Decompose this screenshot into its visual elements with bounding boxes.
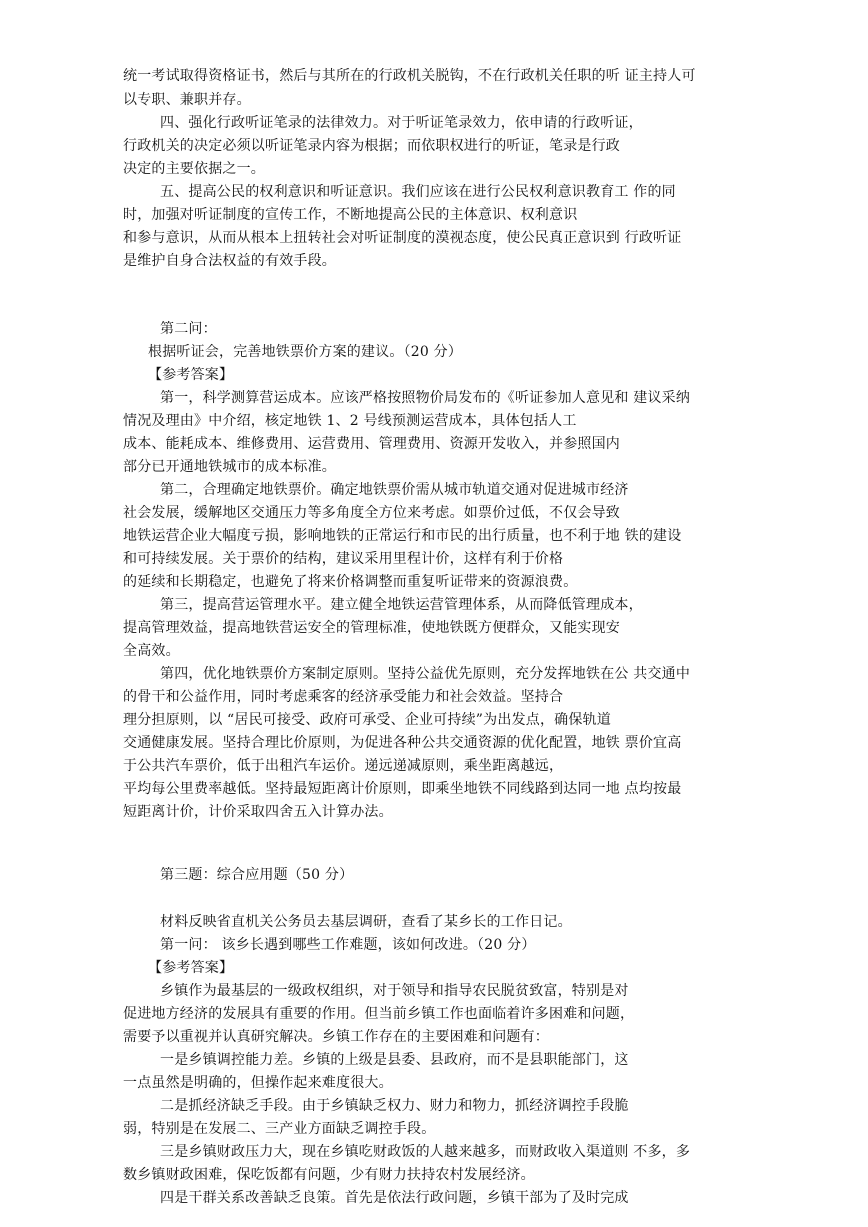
text-line: 地铁运营企业大幅度亏损，影响地铁的正常运行和市民的出行质量，也不利于地 铁的建设 — [123, 528, 682, 544]
text-line: 的延续和长期稳定，也避免了将来价格调整而重复听证带来的资源浪费。 — [123, 574, 578, 590]
text-line: 提高管理效益，提高地铁营运安全的管理标准，使地铁既方便群众，又能实现安 — [123, 620, 620, 636]
text-line: 交通健康发展。坚持合理比价原则，为促进各种公共交通资源的优化配置，地铁 票价宜高 — [123, 735, 682, 751]
text-line: 根据听证会，完善地铁票价方案的建议。（20 分） — [148, 344, 463, 360]
text-line: 情况及理由》中介绍，核定地铁 1、2 号线预测运营成本，具体包括人工 — [123, 413, 577, 429]
text-line: 第一，科学测算营运成本。应该严格按照物价局发布的《听证参加人意见和 建议采纳 — [160, 390, 691, 406]
text-line: 和参与意识，从而从根本上扭转社会对听证制度的漠视态度，使公民真正意识到 行政听证 — [123, 230, 682, 246]
text-line: 是维护自身合法权益的有效手段。 — [123, 253, 336, 269]
text-line: 以专职、兼职并存。 — [123, 92, 251, 108]
text-line: 【参考答案】 — [148, 960, 234, 976]
text-line: 数乡镇财政困难，保吃饭都有问题，少有财力扶持农村发展经济。 — [123, 1167, 535, 1183]
text-line: 四、强化行政听证笔录的法律效力。对于听证笔录效力，依申请的行政听证， — [160, 115, 643, 131]
text-line: 部分已开通地铁城市的成本标准。 — [123, 459, 336, 475]
text-line: 【参考答案】 — [148, 367, 234, 383]
text-line: 二是抓经济缺乏手段。由于乡镇缺乏权力、财力和物力，抓经济调控手段脆 — [160, 1098, 629, 1114]
text-line: 第三，提高营运管理水平。建立健全地铁运营管理体系，从而降低管理成本， — [160, 597, 643, 613]
text-line: 统一考试取得资格证书，然后与其所在的行政机关脱钩，不在行政机关任职的听 证主持人可 — [123, 68, 696, 84]
text-line: 第二，合理确定地铁票价。确定地铁票价需从城市轨道交通对促进城市经济 — [160, 482, 629, 498]
text-line: 于公共汽车票价，低于出租汽车运价。递远递减原则，乘坐距离越远， — [123, 758, 564, 774]
text-line: 第二问： — [160, 321, 217, 337]
text-line: 第一问： 该乡长遇到哪些工作难题，该如何改进。（20 分） — [160, 937, 536, 953]
text-line: 一点虽然是明确的，但操作起来难度很大。 — [123, 1075, 393, 1091]
text-line: 短距离计价，计价采取四舍五入计算办法。 — [123, 804, 393, 820]
text-line: 决定的主要依据之一。 — [123, 161, 265, 177]
text-line: 促进地方经济的发展具有重要的作用。但当前乡镇工作也面临着许多困难和问题， — [123, 1006, 635, 1022]
section-heading: 第三题：综合应用题（50 分） — [160, 867, 354, 883]
text-line: 五、提高公民的权利意识和听证意识。我们应该在进行公民权利意识教育工 作的同 — [160, 184, 676, 200]
text-line: 一是乡镇调控能力差。乡镇的上级是县委、县政府，而不是县职能部门，这 — [160, 1052, 629, 1068]
text-line: 需要予以重视并认真研究解决。乡镇工作存在的主要困难和问题有： — [123, 1029, 549, 1045]
text-line: 材料反映省直机关公务员去基层调研，查看了某乡长的工作日记。 — [160, 914, 572, 930]
text-line: 社会发展，缓解地区交通压力等多角度全方位来考虑。如票价过低，不仅会导致 — [123, 505, 620, 521]
text-line: 乡镇作为最基层的一级政权组织，对于领导和指导农民脱贫致富，特别是对 — [160, 983, 629, 999]
text-line: 平均每公里费率越低。坚持最短距离计价原则，即乘坐地铁不同线路到达同一地 点均按最 — [123, 781, 682, 797]
text-line: 弱，特别是在发展二、三产业方面缺乏调控手段。 — [123, 1121, 436, 1137]
text-line: 理分担原则，以 “居民可接受、政府可承受、企业可持续”为出发点，确保轨道 — [123, 712, 611, 728]
text-line: 全高效。 — [123, 643, 180, 659]
text-line: 和可持续发展。关于票价的结构，建议采用里程计价，这样有利于价格 — [123, 551, 564, 567]
text-line: 四是干群关系改善缺乏良策。首先是依法行政问题，乡镇干部为了及时完成 — [160, 1190, 629, 1206]
text-line: 成本、能耗成本、维修费用、运营费用、管理费用、资源开发收入，并参照国内 — [123, 436, 620, 452]
text-line: 三是乡镇财政压力大，现在乡镇吃财政饭的人越来越多，而财政收入渠道则 不多，多 — [160, 1144, 691, 1160]
text-line: 行政机关的决定必须以听证笔录内容为根据；而依职权进行的听证，笔录是行政 — [123, 138, 620, 154]
text-line: 第四，优化地铁票价方案制定原则。坚持公益优先原则，充分发挥地铁在公 共交通中 — [160, 666, 691, 682]
text-line: 时，加强对听证制度的宣传工作，不断地提高公民的主体意识、权利意识 — [123, 207, 578, 223]
text-line: 的骨干和公益作用，同时考虑乘客的经济承受能力和社会效益。坚持合 — [123, 689, 564, 705]
